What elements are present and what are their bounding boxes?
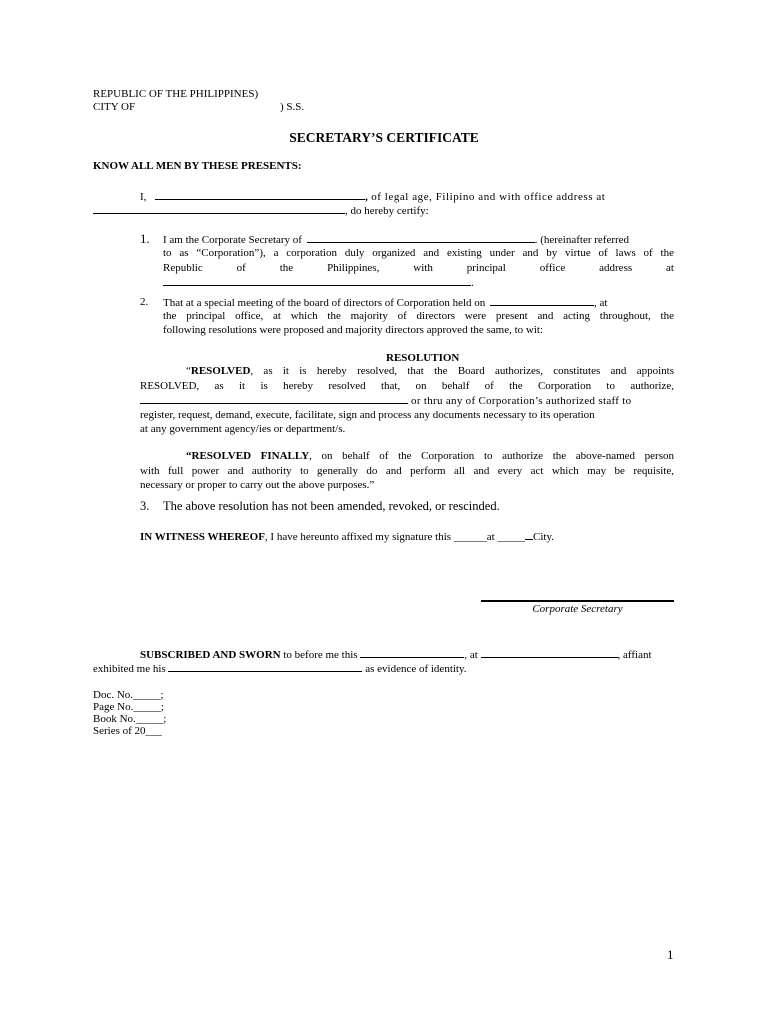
- identity-evidence-blank: [168, 662, 362, 672]
- resolution-line-2: RESOLVED, as it is hereby resolved that, on behalf of the Corporation to authorize,: [140, 380, 674, 392]
- jurat-line-1: SUBSCRIBED AND SWORN to before me this , at , affiant: [140, 649, 652, 661]
- resolution-finally-line-3: necessary or proper to carry out the above purposes.”: [140, 479, 375, 491]
- city-of-label: CITY OF: [93, 101, 136, 113]
- resolution-line-3: or thru any of Corporation’s authorized staff to: [140, 394, 631, 407]
- intro-line-1: I, , of legal age, Filipino and with office address at: [140, 191, 606, 203]
- page-no: Page No._____;: [93, 701, 164, 713]
- know-all-heading: KNOW ALL MEN BY THESE PRESENTS:: [93, 160, 302, 172]
- item-2-number: 2.: [140, 296, 149, 308]
- resolution-line-1: “RESOLVED, as it is hereby resolved, that the Board authorizes, constitutes and appoints: [186, 365, 674, 377]
- item-1-line-1: I am the Corporate Secretary of . (hereinafter referred: [163, 234, 630, 246]
- jurat-line-2: exhibited me his as evidence of identity.: [93, 663, 467, 675]
- principal-office-blank: [163, 276, 471, 286]
- book-no: Book No._____;: [93, 713, 167, 725]
- resolution-finally-line-1: “RESOLVED FINALLY, on behalf of the Corporation to authorize the above-named person: [186, 450, 674, 462]
- series-of: Series of 20___: [93, 725, 163, 737]
- document-title: SECRETARY’S CERTIFICATE: [289, 130, 479, 145]
- item-3-number: 3.: [140, 499, 150, 513]
- item-1-line-4: .: [163, 276, 474, 289]
- item-1-number: 1.: [140, 231, 150, 246]
- intro-line-2: , do hereby certify:: [93, 204, 429, 217]
- item-1-line-3: Republic of the Philippines, with principal office address at: [163, 262, 674, 274]
- resolution-line-5: at any government agency/ies or department/s.: [140, 423, 346, 435]
- corporation-name-blank: [307, 233, 535, 243]
- ss-label: ) S.S.: [280, 101, 305, 113]
- corporate-secretary-label: Corporate Secretary: [532, 603, 623, 615]
- item-2-line-2: the principal office, at which the majority of directors were present and acting throughout, the: [163, 310, 674, 322]
- signature-line: [481, 600, 674, 602]
- resolution-finally-line-2: with full power and authority to generally do and perform all and every act which may be requisite,: [140, 465, 674, 477]
- item-2-line-3: following resolutions were proposed and majority directors approved the same, to wit:: [163, 324, 544, 336]
- item-3-text: The above resolution has not been amended, revoked, or rescinded.: [163, 499, 500, 513]
- resolution-heading: RESOLUTION: [386, 352, 460, 364]
- resolution-line-4: register, request, demand, execute, facilitate, sign and process any documents necessary to its operation: [140, 409, 595, 421]
- page-number: 1: [667, 947, 674, 962]
- item-2-line-1: That at a special meeting of the board of directors of Corporation held on , at: [163, 297, 608, 309]
- office-address-blank: [93, 204, 345, 214]
- name-blank: [155, 190, 365, 200]
- meeting-date-blank: [490, 296, 594, 306]
- authorized-person-blank: [140, 394, 408, 404]
- republic-line: REPUBLIC OF THE PHILIPPINES): [93, 88, 259, 100]
- doc-no: Doc. No._____;: [93, 689, 164, 701]
- witness-line: IN WITNESS WHEREOF, I have hereunto affixed my signature this ______at _____ City.: [140, 531, 554, 543]
- sworn-place-blank: [481, 648, 618, 658]
- sworn-date-blank: [360, 648, 464, 658]
- item-1-line-2: to as “Corporation”), a corporation duly organized and existing under and by virtue of laws of the: [163, 247, 674, 259]
